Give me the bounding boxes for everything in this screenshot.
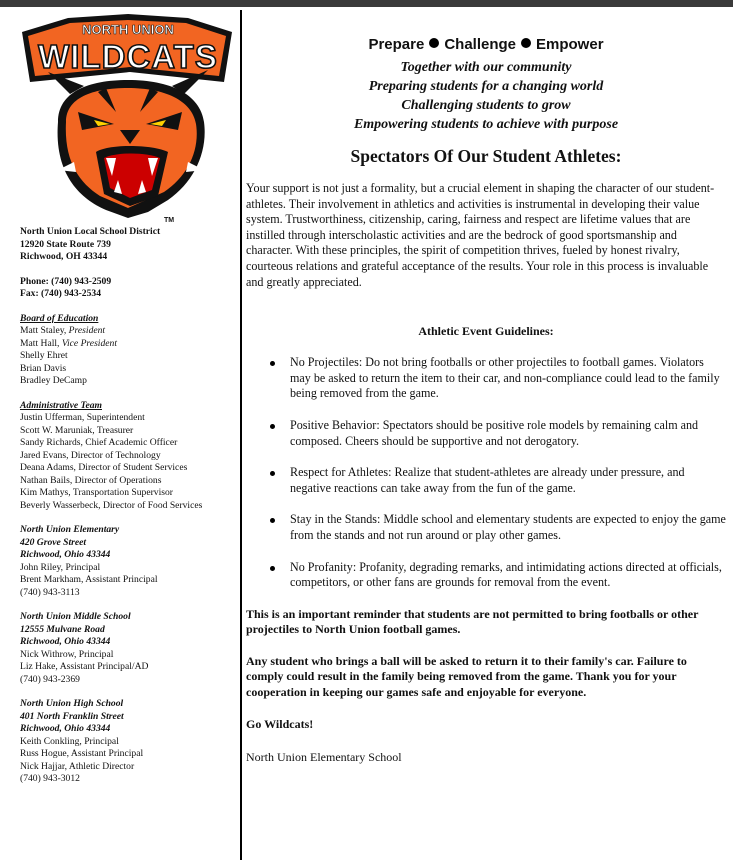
logo-line2: WILDCATS (38, 38, 218, 75)
admin-member: Beverly Wasserbeck, Director of Food Services (20, 499, 203, 511)
admin-member: Justin Ufferman, Superintendent (20, 412, 145, 423)
logo-tm: TM (164, 217, 175, 224)
motto-word: Prepare (368, 36, 425, 53)
guideline-item: Positive Behavior: Spectators should be positive role models by remaining calm and composed. Cheers should be supportive and not derogatory. (290, 418, 726, 449)
school-phone: (740) 943-3012 (20, 773, 80, 784)
school-street: 12555 Mulvane Road (20, 623, 105, 635)
school-staff: John Riley, Principal (20, 561, 101, 573)
board-of-education (20, 313, 236, 388)
district-line: 12920 State Route 739 (20, 238, 111, 250)
school-street: 401 North Franklin Street (20, 710, 124, 722)
school-phone: (740) 943-2369 (20, 673, 80, 685)
school-staff: Russ Hogue, Assistant Principal (20, 748, 144, 759)
motto-word: Challenge (444, 36, 517, 53)
admin-member: Sandy Richards, Chief Academic Officer (20, 437, 178, 448)
district-address (20, 226, 236, 264)
wildcats-logo (18, 12, 236, 224)
reminder-paragraph: This is an important reminder that students are not permitted to bring footballs or other projectiles to North Union football games. (246, 606, 699, 637)
school-elementary (20, 524, 236, 599)
letter-heading: Spectators Of Our Student Athletes: (350, 146, 622, 166)
district-fax: Fax: (740) 943-2534 (20, 288, 101, 299)
school-city: Richwood, Ohio 43344 (20, 723, 111, 734)
district-phone: Phone: (740) 943-2509 (20, 275, 112, 287)
bullet-icon (270, 518, 275, 523)
district-line: Richwood, OH 43344 (20, 251, 108, 262)
tagline: Together with our community (400, 60, 572, 75)
board-member: Matt Hall, Vice President (20, 337, 117, 349)
school-phone: (740) 943-3113 (20, 586, 80, 598)
bullet-icon (270, 471, 275, 476)
school-name: North Union Middle School (20, 611, 131, 622)
school-high (20, 698, 236, 786)
bullet-dot-icon (429, 38, 439, 48)
school-city: Richwood, Ohio 43344 (20, 636, 111, 647)
administrative-team (20, 400, 236, 513)
bullet-dot-icon (521, 38, 531, 48)
motto-word: Empower (536, 36, 604, 53)
board-member: Shelly Ehret (20, 350, 68, 361)
guideline-item: Respect for Athletes: Realize that student-athletes are already under pressure, and negative reactions can take away from the fun of the game. (290, 465, 726, 496)
guidelines-title: Athletic Event Guidelines: (418, 324, 554, 339)
column-divider (240, 10, 242, 860)
tagline: Preparing students for a changing world (368, 79, 604, 94)
warning-paragraph: Any student who brings a ball will be asked to return it to their family's car. Failure to comply could result in the family being removed from the game. Thank you for your cooperation in keeping our games safe and enjoyable for everyone. (246, 653, 687, 700)
school-staff: Brent Markham, Assistant Principal (20, 574, 158, 585)
school-staff: Keith Conkling, Principal (20, 735, 119, 747)
bullet-icon (270, 361, 275, 366)
bullet-icon (270, 424, 275, 429)
logo-line1: NORTH UNION (82, 22, 174, 37)
sidebar (20, 226, 236, 798)
closing-line: Go Wildcats! (246, 716, 314, 731)
admin-member: Deana Adams, Director of Student Services (20, 462, 188, 473)
bullet-icon (270, 566, 275, 571)
school-name: North Union Elementary (20, 524, 120, 535)
board-title: Board of Education (20, 312, 99, 324)
wildcat-logo-icon (18, 12, 236, 224)
school-staff: Liz Hake, Assistant Principal/AD (20, 661, 149, 672)
board-member: Matt Staley, President (20, 325, 106, 336)
admin-member: Scott W. Maruniak, Treasurer (20, 424, 134, 436)
school-name: North Union High School (20, 698, 124, 709)
tagline: Empowering students to achieve with purpose (353, 117, 619, 132)
admin-title: Administrative Team (20, 399, 102, 411)
admin-member: Kim Mathys, Transportation Supervisor (20, 487, 173, 498)
school-staff: Nick Hajjar, Athletic Director (20, 760, 135, 772)
guideline-item: No Projectiles: Do not bring footballs or other projectiles to football games. Violators may be asked to return the item to their car, and non-compliance could lead to the family being removed from the game. (290, 355, 726, 402)
board-member: Bradley DeCamp (20, 375, 87, 386)
intro-paragraph: Your support is not just a formality, but a crucial element in shaping the character of our student-athletes. Their involvement in athletics and activities is instrumental in developing their value system. Trustworthiness, citizenship, caring, fairness and respect are lifetime values that are instilled through interscholastic activities and are the bedrock of good sportsmanship and character. With these principles, the spirit of competition thrives, fueled by honest rivalry, courteous relations and grateful acceptance of the results. Your role in this process is invaluable and greatly appreciated. (246, 181, 715, 289)
school-middle (20, 611, 236, 686)
district-contact (20, 276, 236, 301)
school-street: 420 Grove Street (20, 536, 87, 548)
district-line: North Union Local School District (20, 226, 161, 237)
school-city: Richwood, Ohio 43344 (20, 549, 111, 560)
motto (246, 36, 726, 54)
admin-member: Nathan Bails, Director of Operations (20, 474, 162, 486)
guidelines-list (246, 355, 726, 591)
signature-line: North Union Elementary School (246, 750, 402, 765)
taglines (246, 58, 726, 134)
guideline-item: No Profanity: Profanity, degrading remarks, and intimidating actions directed at officials, competitors, or other fans are grounds for removal from the event. (290, 560, 726, 591)
board-member: Brian Davis (20, 362, 67, 374)
admin-member: Jared Evans, Director of Technology (20, 449, 161, 461)
letter-body (246, 36, 726, 766)
page-top-bar (0, 0, 733, 7)
guideline-item: Stay in the Stands: Middle school and elementary students are expected to enjoy the game from the stands and not run around or play other games. (290, 512, 726, 543)
school-staff: Nick Withrow, Principal (20, 648, 114, 660)
tagline: Challenging students to grow (401, 98, 571, 113)
